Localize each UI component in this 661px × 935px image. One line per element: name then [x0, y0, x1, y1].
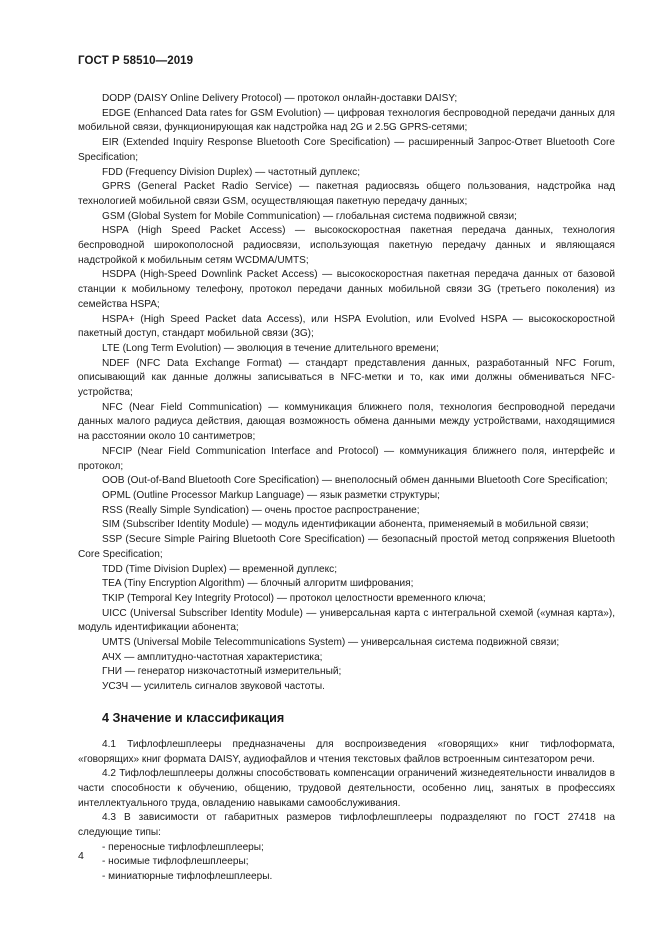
page-number: 4 — [78, 850, 84, 862]
definition-nfc: NFC (Near Field Communication) — коммуникация ближнего поля, технология беспроводной передачи данных малого радиуса действия, дающая возможность обмена данными между устройствами, находящимися на расстоянии около 10 сантиметров; — [78, 401, 615, 443]
paragraph-4-1: 4.1 Тифлофлешплееры предназначены для воспроизведения «говорящих» книг тифлоформата, «говорящих» книг формата DAISY, аудиофайлов и чтения текстовых файлов встроенным синтезатором речи. — [78, 738, 615, 765]
definition-tea: TEA (Tiny Encryption Algorithm) — блочный алгоритм шифрования; — [102, 578, 414, 590]
definition-hsdpa: HSDPA (High-Speed Downlink Packet Access) — высокоскоростная пакетная передача данных от базовой станции к мобильному телефону, протокол передачи данных мобильной связи 3G (третьего поколения) из семейства HSPA; — [78, 269, 615, 310]
definition-tkip: TKIP (Temporal Key Integrity Protocol) — протокол целостности временного ключа; — [102, 592, 486, 604]
type-list-item: - миниатюрные тифлофлешплееры. — [102, 871, 273, 883]
definition-tdd: TDD (Time Division Duplex) — временной дуплекс; — [102, 563, 338, 575]
definition-fdd: FDD (Frequency Division Duplex) — частотный дуплекс; — [102, 166, 361, 178]
paragraph-4-3: 4.3 В зависимости от габаритных размеров тифлофлешплееры подразделяют по ГОСТ 27418 на следующие типы: — [78, 812, 615, 839]
definition-eir: EIR (Extended Inquiry Response Bluetooth Core Specification) — расширенный Запрос-Ответ Bluetooth Core Specification; — [78, 137, 615, 163]
definition-uicc: UICC (Universal Subscriber Identity Module) — универсальная карта с интегральной схемой («умная карта»), модуль идентификации абонента; — [78, 607, 615, 634]
definition-hspa-plus: HSPA+ (High Speed Packet data Access), или HSPA Evolution, или Evolved HSPA — высокоскоростной пакетный доступ, стандарт мобильной связи (3G); — [78, 313, 615, 340]
document-body — [78, 92, 615, 885]
definition-ssp: SSP (Secure Simple Pairing Bluetooth Core Specification) — безопасный простой метод сопряжения Bluetooth Core Specification; — [78, 534, 615, 560]
definition-hspa: HSPA (High Speed Packet Access) — высокоскоростная пакетная передача данных, технология беспроводной широкополосной радиосвязи, использующая пакетную передачу данных и являющаяся надстройкой к мобильным сетям WCDMA/UMTS; — [78, 225, 615, 266]
definition-gni: ГНИ — генератор низкочастотный измерительный; — [102, 666, 342, 678]
definition-sim: SIM (Subscriber Identity Module) — модуль идентификации абонента, применяемый в мобильной связи; — [102, 519, 589, 531]
definition-achkh: АЧХ — амплитудно-частотная характеристика; — [102, 651, 323, 663]
type-list-item: - носимые тифлофлешплееры; — [102, 856, 249, 868]
definition-umts: UMTS (Universal Mobile Telecommunications System) — универсальная система подвижной связи; — [102, 637, 560, 649]
section-heading: 4 Значение и классификация — [102, 710, 285, 725]
definition-nfcip: NFCIP (Near Field Communication Interface and Protocol) — коммуникация ближнего поля, интерфейс и протокол; — [78, 445, 615, 472]
definition-oob: OOB (Out-of-Band Bluetooth Core Specification) — внеполосный обмен данными Bluetooth Core Specification; — [102, 475, 608, 487]
definition-ndef: NDEF (NFC Data Exchange Format) — стандарт представления данных, разработанный NFC Forum, описывающий как данные должны записываться в NFC-метки и то, как ими должны обмениваться NFC-устройства; — [78, 357, 615, 399]
definition-gsm: GSM (Global System for Mobile Communication) — глобальная система подвижной связи; — [102, 210, 517, 222]
definition-dodp: DODP (DAISY Online Delivery Protocol) — протокол онлайн-доставки DAISY; — [102, 93, 458, 104]
document-header: ГОСТ Р 58510—2019 — [78, 55, 194, 67]
definition-gprs: GPRS (General Packet Radio Service) — пакетная радиосвязь общего пользования, надстройка над технологией мобильной связи GSM, осуществляющая пакетную передачу данных; — [78, 181, 615, 207]
definition-uszch: УСЗЧ — усилитель сигналов звуковой частоты. — [102, 681, 325, 693]
paragraph-4-2: 4.2 Тифлофлешплееры должны способствовать компенсации ограничений жизнедеятельности инвалидов в части способности к обучению, общению, трудовой деятельности, особенно лиц, занятых в профессиях интеллектуального труда, овладению навыками самообслуживания. — [78, 768, 615, 809]
type-list-item: - переносные тифлофлешплееры; — [102, 841, 264, 853]
definition-rss: RSS (Really Simple Syndication) — очень простое распространение; — [102, 504, 420, 516]
definition-lte: LTE (Long Term Evolution) — эволюция в течение длительного времени; — [102, 342, 439, 354]
definition-edge: EDGE (Enhanced Data rates for GSM Evolution) — цифровая технология беспроводной передачи данных для мобильной связи, функционирующая как надстройка над 2G и 2.5G GPRS-сетями; — [78, 107, 615, 134]
definition-opml: OPML (Outline Processor Markup Language) — язык разметки структуры; — [102, 489, 440, 501]
